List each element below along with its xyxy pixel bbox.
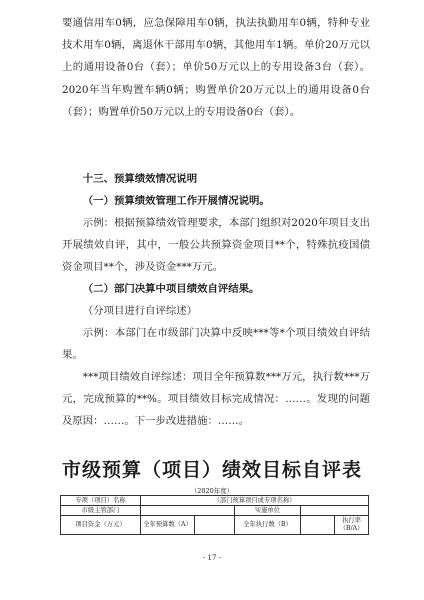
dept-label: 市级主管部门 bbox=[61, 506, 141, 516]
form-title: 市级预算（项目）绩效目标自评表 bbox=[61, 459, 362, 481]
funds-label: 项目资金（万元） bbox=[61, 516, 141, 535]
body-paragraph-note: （分项目进行自评综述） bbox=[82, 305, 198, 317]
form-year: （2020年度） bbox=[190, 487, 234, 495]
evaluation-table bbox=[60, 495, 369, 535]
table-row bbox=[61, 506, 369, 516]
project-name-value: （部门预算项目或专项名称） bbox=[141, 496, 369, 506]
body-paragraph-project-summary: ***项目绩效自评综述：项目全年预算数***万元，执行数***万元，完成预算的**%。项目绩效目标完成情况：……。发现的问题及原因：……。下一步改进措施：……。 bbox=[62, 371, 370, 428]
subheading-13-1: （一）预算绩效管理工作开展情况说明。 bbox=[82, 195, 270, 207]
body-paragraph-vehicles: 要通信用车0辆，应急保障用车0辆，执法执勤用车0辆，特种专业技术用车0辆，离退休干部用车0辆，其他用车1辆。单价20万元以上的通用设备0台（套）；单价50万元以上的专用设备3台（套）。2020年当年购置车辆0辆；购置单价20万元以上的通用设备0台（套）；购置单价50万元以上的专用设备0台（套）。 bbox=[62, 17, 370, 118]
impl-label: 实施单位 bbox=[235, 506, 301, 516]
table-row bbox=[61, 496, 369, 506]
rate-label: 执行率（B/A） bbox=[335, 516, 369, 535]
exec-label: 全年执行数（B） bbox=[235, 516, 301, 535]
body-paragraph-example-2: 示例：本部门在市级部门决算中反映***等*个项目绩效自评结果。 bbox=[62, 327, 370, 362]
exec-value bbox=[301, 516, 335, 535]
budget-value bbox=[195, 516, 235, 535]
subheading-13-2: （二）部门决算中项目绩效自评结果。 bbox=[82, 283, 260, 295]
body-paragraph-example-1: 示例：根据预算绩效管理要求，本部门组织对2020年项目支出开展绩效自评，其中，一般公共预算资金项目**个，特殊抗疫国债资金项目**个，涉及资金***万元。 bbox=[62, 217, 370, 274]
impl-value bbox=[301, 506, 369, 516]
dept-value bbox=[141, 506, 235, 516]
table-row bbox=[61, 516, 369, 535]
project-name-label: 专项（项目）名称 bbox=[61, 496, 141, 506]
section-heading-13: 十三、预算绩效情况说明 bbox=[82, 173, 198, 185]
budget-label: 全年预算数（A） bbox=[141, 516, 195, 535]
page-number: - 17 - bbox=[202, 554, 222, 562]
